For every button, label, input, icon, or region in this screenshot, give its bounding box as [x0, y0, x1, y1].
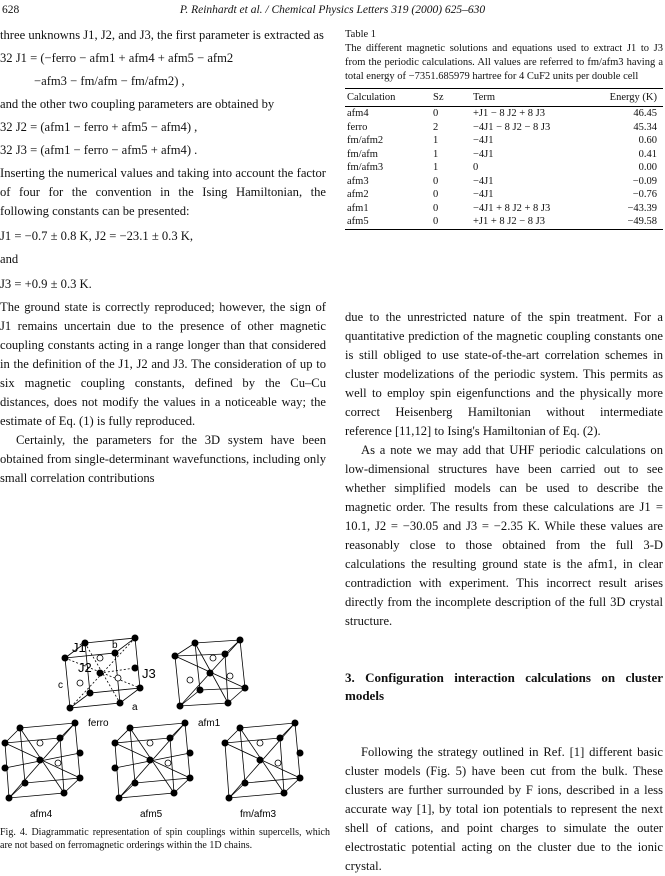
- panel-label-afm1: afm1: [198, 718, 221, 729]
- page-number: 628: [2, 4, 20, 16]
- term-cell: −4J1 + 8 J2 + 8 J3: [473, 202, 551, 214]
- equation-3: 32 J3 = (afm1 − ferro − afm5 + afm4) .: [0, 143, 198, 157]
- table-row: [345, 188, 663, 202]
- table-1: [345, 28, 663, 230]
- table-row: [345, 215, 663, 229]
- term-cell: −4J1: [473, 148, 494, 160]
- panel-label-afm4: afm4: [30, 809, 53, 820]
- calculation-cell: fm/afm: [347, 148, 378, 160]
- paragraph: The ground state is correctly reproduced; however, the sign of J1 remains uncertain due to the presence of other magnetic coupling constants acting in a range longer than that considered in the definition of the J1, J2 and J3. The consideration of up to six magnetic coupling constants, defined by the Cu–Cu distances, does not modify the values in a noticeable way; the estimate of Eq. (1) is fully reproduced.: [0, 300, 326, 428]
- calculation-cell: fm/afm2: [347, 135, 384, 147]
- energy-cell: 0.60: [638, 135, 657, 147]
- result-equation-1: J1 = −0.7 ± 0.8 K, J2 = −23.1 ± 0.3 K,: [0, 229, 194, 243]
- running-header: [0, 4, 665, 18]
- table-row: [345, 175, 663, 189]
- sz-cell: 1: [433, 162, 439, 174]
- left-column: [0, 26, 326, 488]
- energy-cell: 45.34: [633, 121, 657, 133]
- table-row: [345, 134, 663, 148]
- figure-caption: Fig. 4. Diagrammatic representation of spin couplings within supercells, which are not based on ferromagnetic orderings within the 1D chains.: [0, 827, 330, 851]
- data-table: [345, 88, 663, 230]
- column-header: Calculation: [347, 92, 396, 103]
- label-c: c: [58, 680, 63, 691]
- equation-2: 32 J2 = (afm1 − ferro + afm5 − afm4) ,: [0, 120, 198, 134]
- label-j1-top: J1: [72, 640, 86, 655]
- panel-label-ferro: ferro: [88, 718, 109, 729]
- sz-cell: 0: [433, 175, 439, 187]
- paragraph: Inserting the numerical values and taking into account the factor of four for the convention in the Ising Hamiltonian, the following constants can be presented:: [0, 166, 326, 218]
- figure-4: [0, 628, 326, 820]
- table-row: [345, 161, 663, 175]
- sz-cell: 1: [433, 135, 439, 147]
- section-heading: 3. Configuration interaction calculations on cluster models: [345, 670, 663, 703]
- result-equation-2: J3 = +0.9 ± 0.3 K.: [0, 277, 92, 291]
- label-j3: J3: [142, 666, 156, 681]
- table-header-row: [345, 89, 663, 107]
- term-cell: −4J1 − 8 J2 − 8 J3: [473, 121, 551, 133]
- calculation-cell: ferro: [347, 121, 368, 133]
- term-cell: −4J1: [473, 189, 494, 201]
- panel-label-fm-afm3: fm/afm3: [240, 809, 277, 820]
- sz-cell: 2: [433, 121, 439, 133]
- table-row: [345, 121, 663, 135]
- term-cell: −4J1: [473, 135, 494, 147]
- paragraph: due to the unrestricted nature of the spin treatment. For a quantitative prediction of the magnetic coupling constants one is still obliged to use state-of-the-art correlation schemes in cluster modelizations of the periodic system. This permits as well to employ spin eigenfunctions and the physically more correct Heisenberg Hamiltonian without intermediate reference [11,12] to Ising's Hamiltonian of Eq. (2).: [345, 310, 663, 438]
- calculation-cell: afm5: [347, 216, 369, 228]
- table-row: [345, 107, 663, 121]
- column-header: Term: [473, 92, 496, 103]
- column-header: Energy (K): [609, 92, 657, 103]
- spin-coupling-diagram: [0, 628, 326, 820]
- calculation-cell: afm3: [347, 175, 369, 187]
- table-row: [345, 202, 663, 216]
- table-label: Table 1: [345, 29, 377, 40]
- label-j2: J2: [78, 660, 92, 675]
- energy-cell: −0.09: [632, 175, 657, 187]
- term-cell: 0: [473, 162, 479, 174]
- equation-1-line-2: −afm3 − fm/afm − fm/afm2) ,: [34, 74, 185, 88]
- energy-cell: −49.58: [627, 216, 657, 228]
- sz-cell: 0: [433, 189, 439, 201]
- table-row: [345, 148, 663, 162]
- paragraph: As a note we may add that UHF periodic calculations on low-dimensional structures have been carried out to see whether simplified models can be used to describe the magnetic order. The results from these calculations are J1 = 10.1, J2 = −30.05 and J3 = −2.35 K. While these values are reasonably close to those obtained from the full 3-D calculations the resulting ground state is the afm1, in clear contradiction with experiment. This incorrect result arises directly from the incomplete description of the full 3D crystal structure.: [345, 443, 663, 628]
- calculation-cell: afm1: [347, 202, 369, 214]
- sz-cell: 0: [433, 202, 439, 214]
- energy-cell: −0.76: [632, 189, 657, 201]
- equation-1-line-1: 32 J1 = (−ferro − afm1 + afm4 + afm5 − afm2: [0, 51, 234, 65]
- energy-cell: 0.00: [638, 162, 657, 174]
- paragraph: Following the strategy outlined in Ref. [1] different basic cluster models (Fig. 5) have been cut from the bulk. These clusters are further surrounded by F ions, described in a less accurate way [1], by total ion potentials to represent the next shell of cations, and point charges to simulate the outer electrostatic potential acting on the cluster due to the ionic crystal.: [345, 745, 663, 873]
- sz-cell: 1: [433, 148, 439, 160]
- energy-cell: 0.41: [638, 148, 657, 160]
- paragraph: three unknowns J1, J2, and J3, the first parameter is extracted as: [0, 28, 324, 42]
- term-cell: +J1 − 8 J2 + 8 J3: [473, 108, 546, 120]
- calculation-cell: afm2: [347, 189, 369, 201]
- energy-cell: 46.45: [633, 108, 657, 120]
- term-cell: +J1 + 8 J2 − 8 J3: [473, 216, 546, 228]
- label-b: b: [112, 640, 118, 651]
- calculation-cell: afm4: [347, 108, 369, 120]
- panel-label-afm5: afm5: [140, 809, 163, 820]
- and-text: and: [0, 252, 19, 266]
- paragraph: and the other two coupling parameters are obtained by: [0, 97, 275, 111]
- running-title: P. Reinhardt et al. / Chemical Physics Letters 319 (2000) 625–630: [179, 4, 486, 16]
- table-caption: The different magnetic solutions and equations used to extract J1 to J3 from the periodic calculations. All values are referred to fm/afm3 having a total energy of −7351.685979 hartree for 4 CuF2 units per double cell: [345, 43, 663, 82]
- label-a: a: [132, 702, 138, 713]
- sz-cell: 0: [433, 216, 439, 228]
- calculation-cell: fm/afm3: [347, 162, 384, 174]
- column-header: Sz: [433, 92, 444, 103]
- term-cell: −4J1: [473, 175, 494, 187]
- sz-cell: 0: [433, 108, 439, 120]
- right-column: [345, 308, 663, 876]
- energy-cell: −43.39: [627, 202, 657, 214]
- paragraph: Certainly, the parameters for the 3D system have been obtained from single-determinant wavefunctions, including only small correlation contributions: [0, 433, 326, 485]
